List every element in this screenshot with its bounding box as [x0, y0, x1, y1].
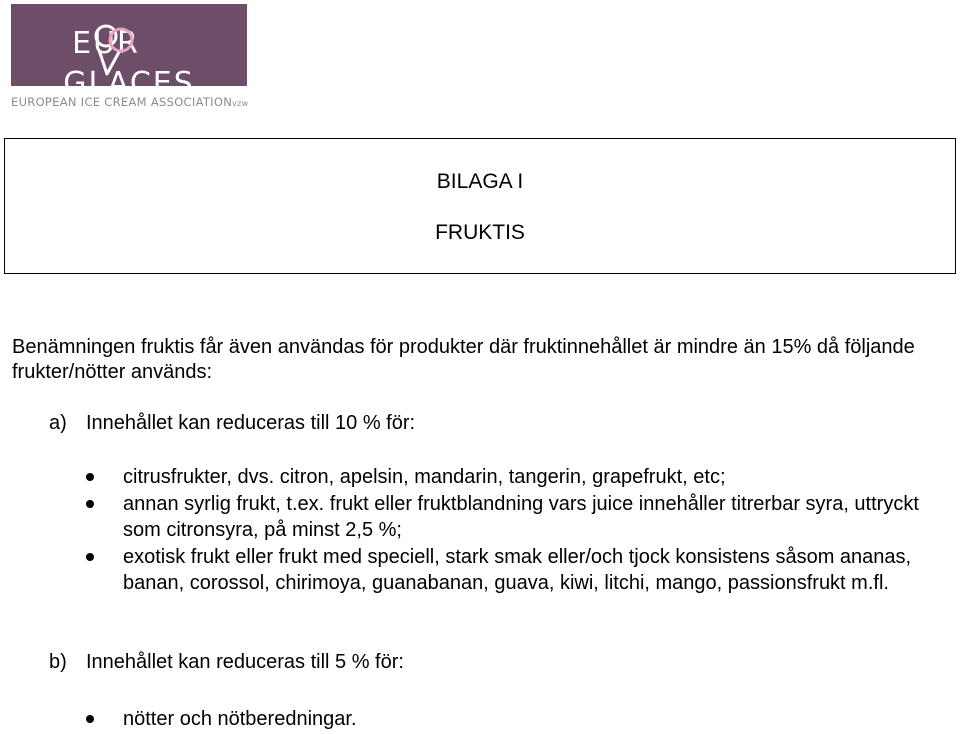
- list-item: [0, 544, 960, 596]
- bullet-icon: [86, 553, 94, 561]
- logo-text-left: EUR: [72, 26, 140, 61]
- tagline-suffix: vzw: [232, 99, 249, 108]
- section-a-text: Innehållet kan reduceras till 10 % för:: [86, 412, 416, 434]
- section-a-heading: [49, 411, 415, 436]
- bullet-icon: [86, 473, 94, 481]
- section-b-marker: b): [49, 651, 67, 673]
- tagline-main: EUROPEAN ICE CREAM ASSOCIATION: [11, 95, 233, 109]
- bullet-icon: [86, 500, 94, 508]
- logo-text-right: GLACES: [63, 66, 195, 101]
- list-item: [0, 491, 960, 543]
- list-item-text: citrusfrukter, dvs. citron, apelsin, mandarin, tangerin, grapefrukt, etc;: [123, 466, 726, 488]
- section-b-heading: [49, 650, 404, 675]
- list-item: [0, 706, 960, 732]
- section-b-text: Innehållet kan reduceras till 5 % för:: [86, 651, 404, 673]
- list-item-text: annan syrlig frukt, t.ex. frukt eller fruktblandning vars juice innehåller titrerbar syra, uttryckt som citronsyra, på minst 2,5 %;: [123, 493, 919, 541]
- annex-title: BILAGA I: [436, 170, 524, 193]
- section-a-list: [0, 464, 960, 596]
- section-b-list: [0, 706, 960, 732]
- list-item: [0, 464, 960, 490]
- intro-paragraph: Benämningen fruktis får även användas för produkter där fruktinnehållet är mindre än 15% då följande frukter/nötter används:: [12, 336, 915, 383]
- annex-subtitle: FRUKTIS: [435, 221, 525, 244]
- logo-tagline: [11, 95, 249, 109]
- bullet-icon: [86, 715, 94, 723]
- euroglaces-logo: [11, 4, 247, 101]
- section-a-marker: a): [49, 412, 67, 434]
- list-item-text: nötter och nötberedningar.: [123, 708, 357, 730]
- list-item-text: exotisk frukt eller frukt med speciell, stark smak eller/och tjock konsistens såsom ananas, banan, corossol, chirimoya, guanabanan, guava, kiwi, litchi, mango, passionsfrukt m.fl.: [123, 546, 912, 594]
- title-box: [4, 138, 956, 274]
- ice-cream-cone-icon: [89, 18, 139, 80]
